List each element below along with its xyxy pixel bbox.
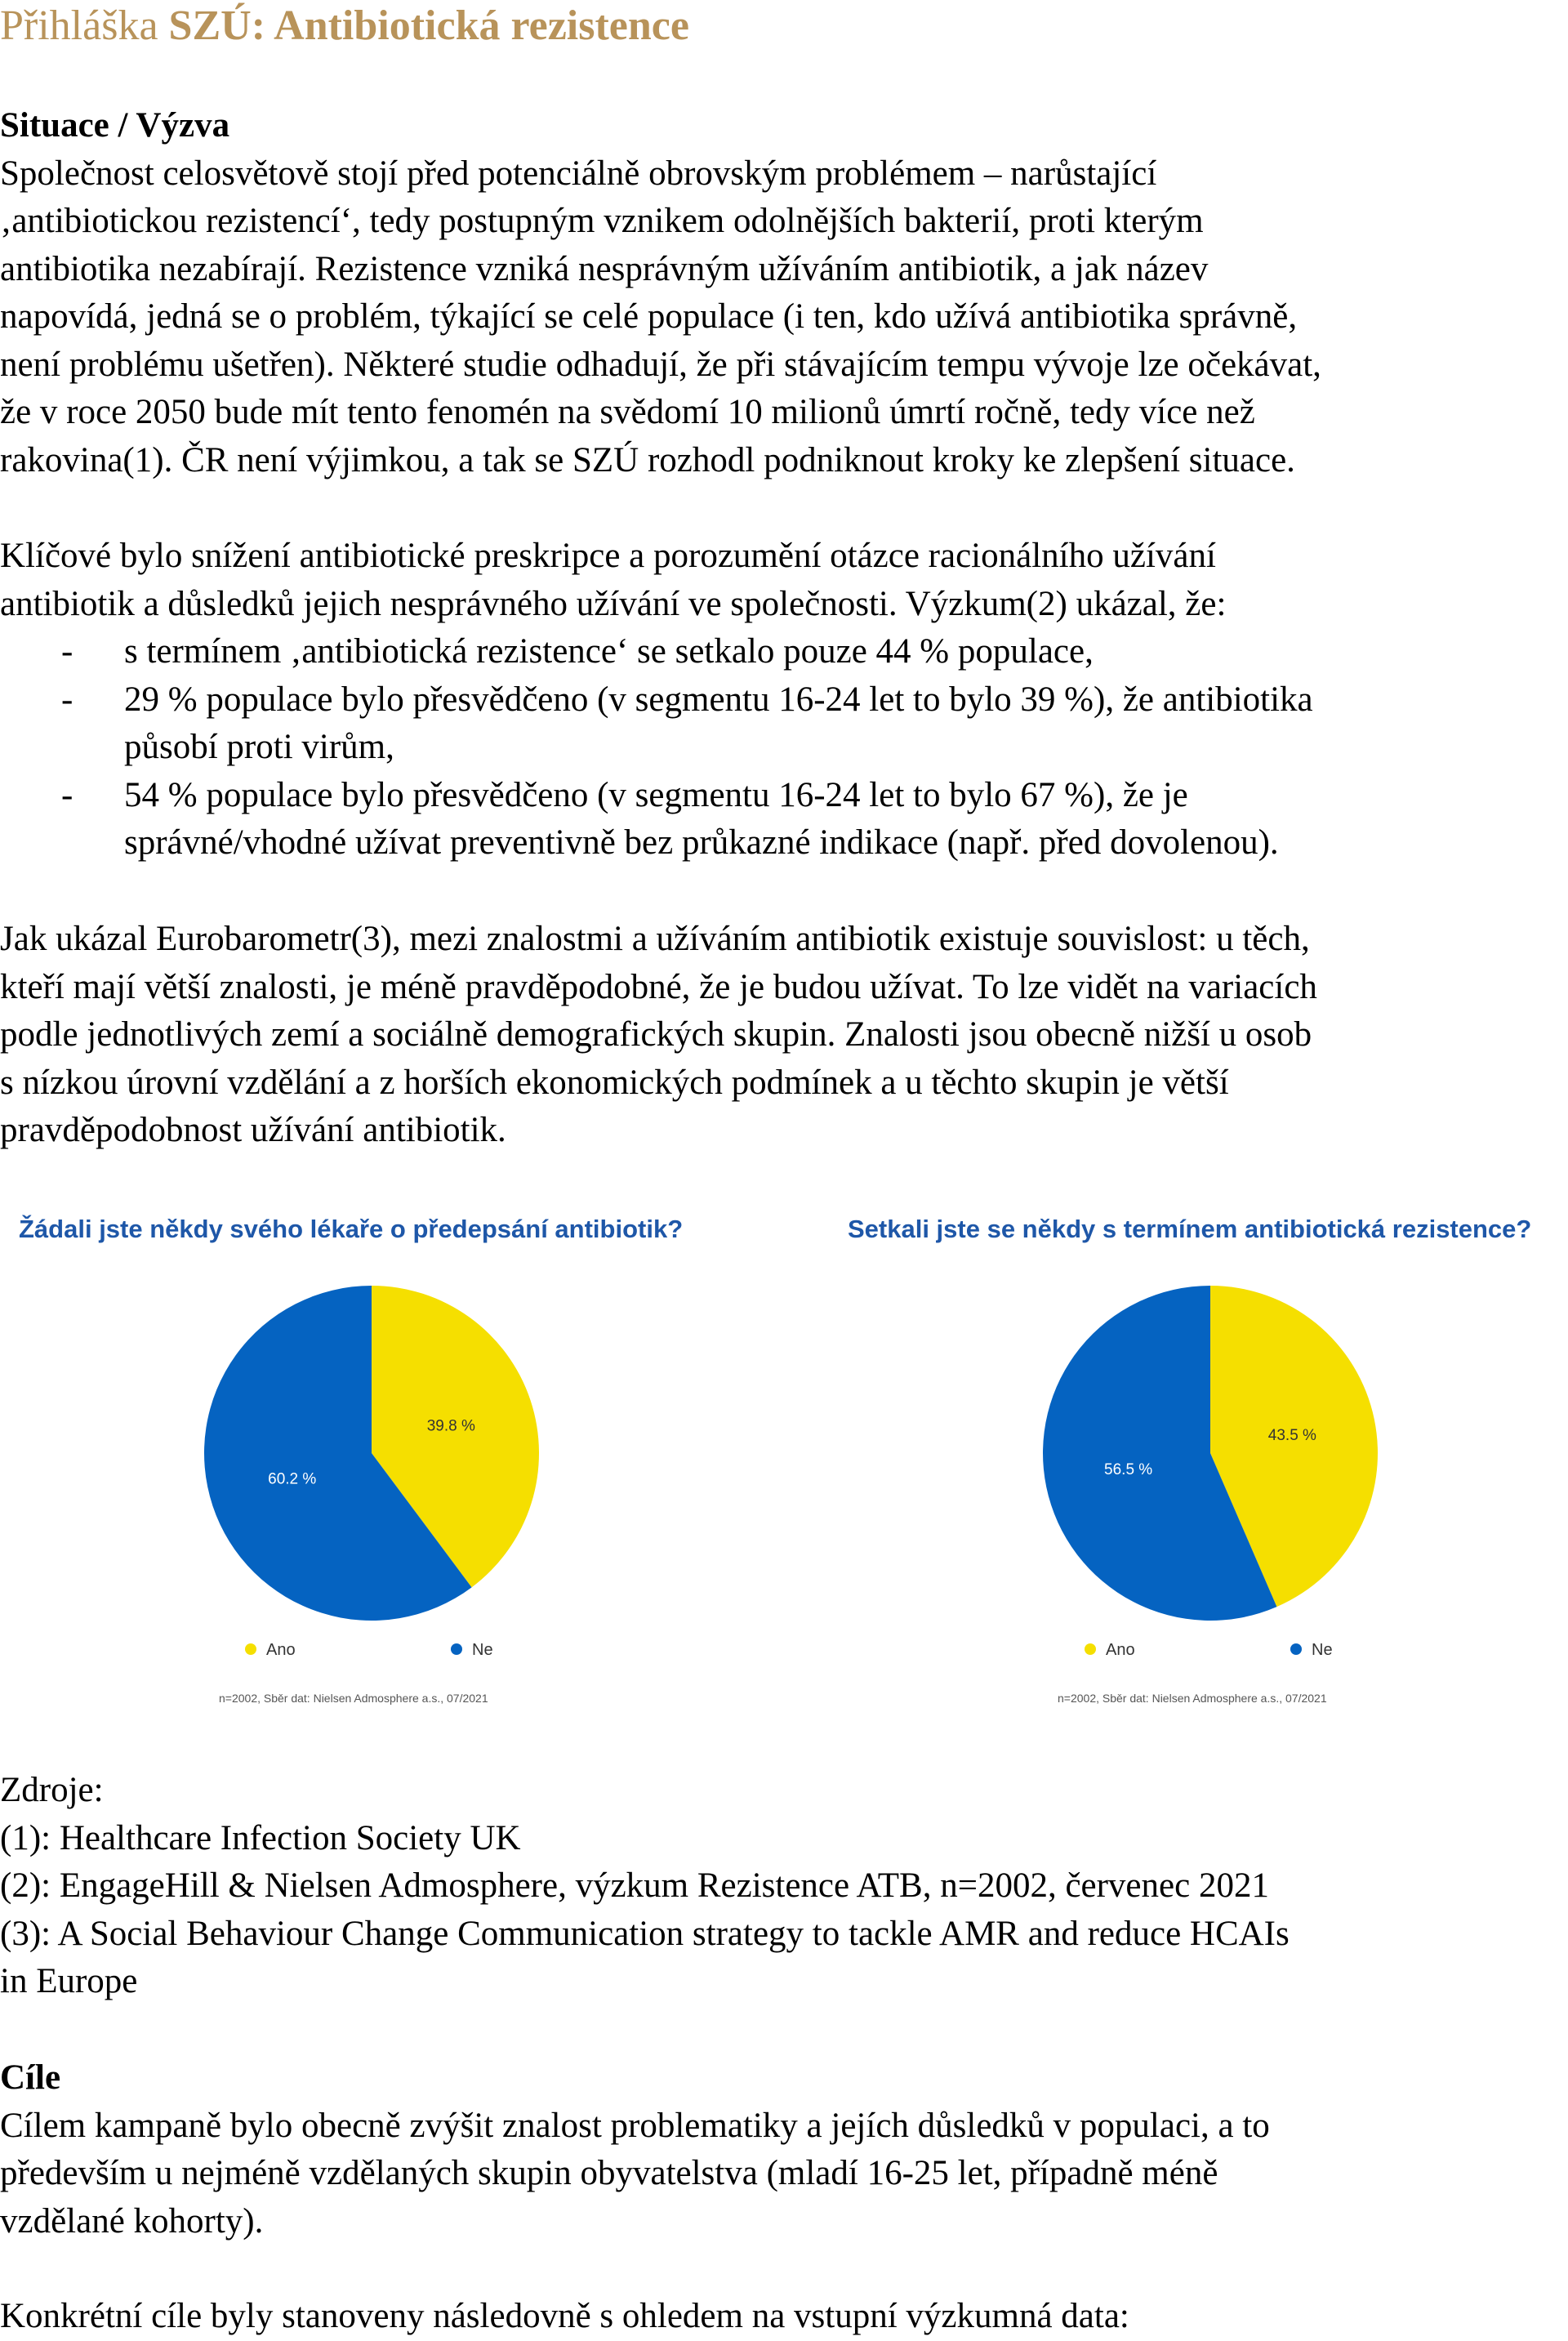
pie-value-label: 56.5 % (1104, 1460, 1153, 1478)
bullet-dash: - (61, 775, 74, 814)
legend-label: Ne (472, 1641, 493, 1659)
goals-last-line: Konkrétní cíle byly stanoveny následovně s ohledem na vstupní výzkumná data: (0, 2297, 1129, 2335)
chart-title: Setkali jste se někdy s termínem antibiotická rezistence? (848, 1215, 1532, 1243)
situation-section (0, 102, 1321, 484)
legend-label: Ano (1106, 1641, 1135, 1659)
legend-label: Ne (1312, 1641, 1333, 1659)
sources-section (0, 1767, 1290, 2006)
source-line: (1): Healthcare Infection Society UK (0, 1818, 521, 1857)
situation-line: Společnost celosvětově stojí před potenciálně obrovským problémem – narůstající (0, 154, 1157, 193)
pie-value-label: 39.8 % (426, 1417, 475, 1435)
bullet-item (0, 772, 1226, 820)
situation-line: že v roce 2050 bude mít tento fenomén na svědomí 10 milionů úmrtí ročně, tedy více než (0, 393, 1255, 431)
pie-chart-doctor-request (200, 1282, 543, 1625)
sources-heading: Zdroje: (0, 1771, 104, 1809)
goals-section (0, 2054, 1270, 2245)
situation-line: rakovina(1). ČR není výjimkou, a tak se SZÚ rozhodl podniknout kroky ke zlepšení situace. (0, 440, 1295, 479)
paragraph-line: Klíčové bylo snížení antibiotické preskripce a porozumění otázce racionálního užívání (0, 537, 1216, 575)
chart-source-note: n=2002, Sběr dat: Nielsen Admosphere a.s., 07/2021 (219, 1692, 488, 1705)
chart-legend (245, 1639, 506, 1661)
legend-swatch (1085, 1643, 1096, 1655)
pie-value-label: 60.2 % (268, 1470, 317, 1488)
title-prefix: Přihláška (0, 2, 169, 49)
paragraph-line: antibiotik a důsledků jejich nesprávného užívání ve společnosti. Výzkum(2) ukázal, že: (0, 584, 1227, 623)
chart-legend (1085, 1639, 1346, 1661)
legend-item (1290, 1639, 1333, 1661)
legend-item (245, 1639, 296, 1661)
paragraph-line: kteří mají větší znalosti, je méně pravděpodobné, že je budou užívat. To lze vidět na variacích (0, 967, 1317, 1006)
goals-heading: Cíle (0, 2058, 61, 2097)
bullet-text: 54 % populace bylo přesvědčeno (v segmentu 16-24 let to bylo 67 %), že je (124, 775, 1188, 814)
title-bold: SZÚ: Antibiotická rezistence (168, 2, 689, 49)
paragraph-line: Jak ukázal Eurobarometr(3), mezi znalostmi a užíváním antibiotik existuje souvislost: u těch, (0, 920, 1310, 958)
legend-item (451, 1639, 493, 1661)
page-title (0, 0, 689, 52)
situation-line: napovídá, jedná se o problém, týkající se celé populace (i ten, kdo užívá antibiotika správně, (0, 297, 1298, 336)
eurobarometer-paragraph (0, 916, 1317, 1155)
pie-value-label: 43.5 % (1267, 1427, 1316, 1445)
source-line: (3): A Social Behaviour Change Communication strategy to tackle AMR and reduce HCAIs (0, 1914, 1290, 1953)
legend-label: Ano (266, 1641, 296, 1659)
legend-swatch (1290, 1643, 1302, 1655)
pie-chart-resistance-term (1039, 1282, 1382, 1625)
paragraph-line: pravděpodobnost užívání antibiotik. (0, 1111, 506, 1149)
paragraph-line: podle jednotlivých zemí a sociálně demografických skupin. Znalosti jsou obecně nižší u osob (0, 1015, 1312, 1054)
chart-title: Žádali jste někdy svého lékaře o předepsání antibiotik? (19, 1215, 684, 1243)
goals-line: vzdělané kohorty). (0, 2201, 264, 2241)
bullet-dash: - (61, 632, 74, 671)
goals-line: především u nejméně vzdělaných skupin obyvatelstva (mladí 16-25 let, případně méně (0, 2154, 1218, 2192)
situation-line: ‚antibiotickou rezistencí‘, tedy postupným vznikem odolnějších bakterií, proti kterým (0, 202, 1204, 240)
bullet-item-continued (0, 819, 1279, 867)
chart-source-note: n=2002, Sběr dat: Nielsen Admosphere a.s., 07/2021 (1058, 1692, 1327, 1705)
bullet-item (0, 676, 1313, 725)
goals-intro-line (0, 2293, 1129, 2341)
bullet-dash: - (61, 680, 74, 719)
bullet-text: správné/vhodné užívat preventivně bez průkazné indikace (např. před dovolenou). (124, 823, 1279, 862)
paragraph-line: s nízkou úrovní vzdělání a z horších ekonomických podmínek a u těchto skupin je větší (0, 1063, 1229, 1102)
bullet-text: s termínem ‚antibiotická rezistence‘ se setkalo pouze 44 % populace, (124, 632, 1094, 671)
charts-area (0, 1213, 1568, 1711)
situation-line: antibiotika nezabírají. Rezistence vzniká nesprávným užíváním antibiotik, a jak název (0, 249, 1209, 288)
bullet-item (0, 628, 1226, 676)
source-line: in Europe (0, 1962, 138, 2000)
source-line: (2): EngageHill & Nielsen Admosphere, výzkum Rezistence ATB, n=2002, červenec 2021 (0, 1866, 1269, 1905)
research-paragraph (0, 533, 1313, 867)
bullet-item-continued (0, 724, 1226, 772)
legend-swatch (245, 1643, 256, 1655)
goals-line: Cílem kampaně bylo obecně zvýšit znalost problematiky a jejích důsledků v populaci, a to (0, 2106, 1270, 2145)
situation-heading: Situace / Výzva (0, 106, 230, 145)
legend-item (1085, 1639, 1135, 1661)
bullet-text: 29 % populace bylo přesvědčeno (v segmentu 16-24 let to bylo 39 %), že antibiotika (124, 680, 1313, 719)
bullet-text: působí proti virům, (124, 728, 394, 766)
situation-line: není problému ušetřen). Některé studie odhadují, že při stávajícím tempu vývoje lze očekávat, (0, 345, 1321, 384)
legend-swatch (451, 1643, 462, 1655)
